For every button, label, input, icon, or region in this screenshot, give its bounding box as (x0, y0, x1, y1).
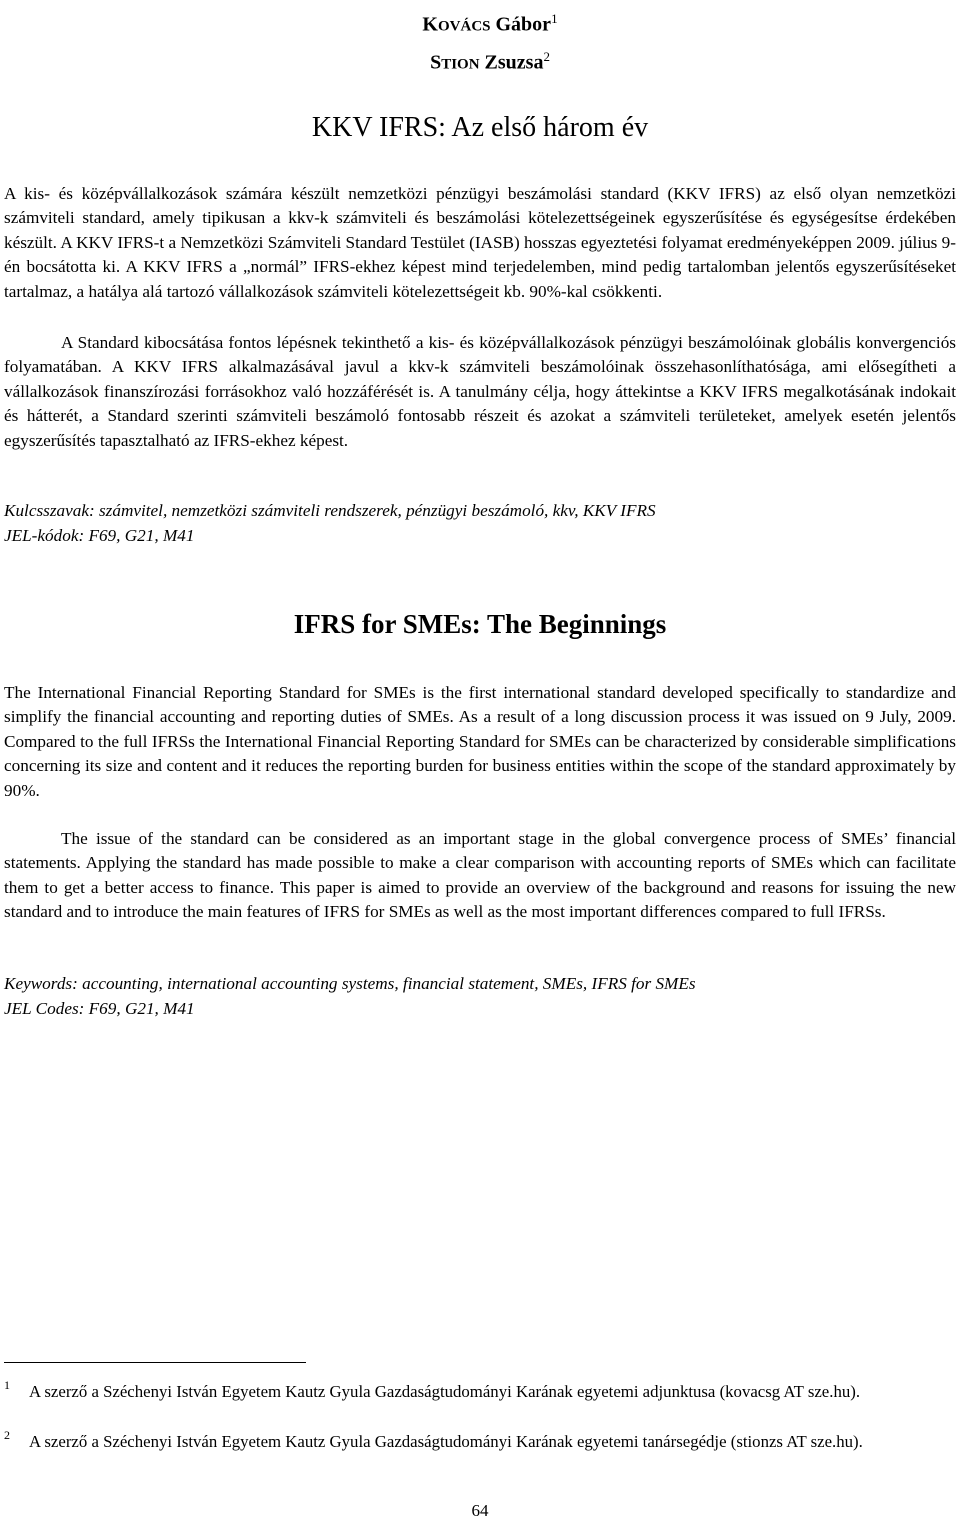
english-abstract-paragraph-1: The International Financial Reporting Standard for SMEs is the first international standard developed specifically to standardize and simplify the financial accounting and reporting duties of SMEs. As a result of a long discussion process it was issued on 9 July, 2009. Compared to the full IFRSs the International Financial Reporting Standard for SMEs can be characterized by considerable simplifications concerning its size and content and it reduces the reporting burden for business entities within the scope of the standard approximately by 90%. (4, 683, 956, 800)
author-2: STION Zsuzsa$^2$ (430, 48, 550, 74)
hungarian-jel-codes: JEL-kódok: F69, G21, M41 (4, 525, 195, 545)
hungarian-title: KKV IFRS: Az első három év (311, 112, 649, 143)
english-keywords-block (4, 972, 956, 1021)
english-abstract-paragraph-2: The issue of the standard can be considered as an important stage in the global convergence process of SMEs’ financial statements. Applying the standard has made possible to make a clear comparison with accounting reports of SMEs which can facilitate them to get a better access to finance. This paper is aimed to provide an overview of the background and reasons for issuing the new standard and to introduce the main features of IFRS for SMEs as well as the most important differences compared to full IFRSs. (4, 829, 956, 922)
footnote-2-mark: 2 (4, 1428, 10, 1442)
author-2-footnote-ref[interactable]: 2 (543, 48, 550, 64)
english-jel-codes: JEL Codes: F69, G21, M41 (4, 998, 195, 1018)
footnote-1-mark: 1 (4, 1378, 10, 1392)
author-1-footnote-ref[interactable]: 1 (551, 11, 558, 26)
footnote-1 (0, 1380, 940, 1403)
author-block (380, 4, 600, 79)
hungarian-keywords: Kulcsszavak: számvitel, nemzetközi számviteli rendszerek, pénzügyi beszámoló, kkv, KKV IFRS (4, 501, 656, 520)
english-keywords: Keywords: accounting, international accounting systems, financial statement, SMEs, IFRS for SMEs (4, 974, 696, 993)
footnote-2-text: A szerző a Széchenyi István Egyetem Kautz Gyula Gazdaságtudományi Karának egyetemi tanársegédje (stionzs AT sze.hu). (29, 1432, 863, 1451)
author-1: KOVÁCS Gábor$^1$ (422, 11, 558, 36)
hungarian-abstract-paragraph-1: A kis- és középvállalkozások számára készült nemzetközi pénzügyi beszámolási standard (KKV IFRS) az első olyan nemzetközi számviteli standard, amely tipikusan a kkv-k számviteli és beszámolási kötelezettségeinek egyszerűsítése és egységesítse érdekében készült. A KKV IFRS-t a Nemzetközi Számviteli Standard Testület (IASB) hosszas egyeztetési folyamat eredményeképpen 2009. július 9-én bocsátotta ki. A KKV IFRS a „normál” IFRS-ekhez képest mind terjedelemben, mind pedig tartalomban jelentős egyszerűsítéseket tartalmaz, a hatálya alá tartozó vállalkozások számviteli kötelezettségeit kb. 90%-kal csökkenti. (4, 184, 956, 301)
page-number: 64 (471, 1501, 489, 1520)
footnote-2 (0, 1430, 940, 1453)
footnote-1-text: A szerző a Széchenyi István Egyetem Kautz Gyula Gazdaságtudományi Karának egyetemi adjunktusa (kovacsg AT sze.hu). (29, 1382, 861, 1401)
hungarian-keywords-block (4, 499, 956, 548)
hungarian-abstract-paragraph-2: A Standard kibocsátása fontos lépésnek tekinthető a kis- és középvállalkozások pénzügyi beszámolóinak globális konvergenciós folyamatában. A KKV IFRS alkalmazásával javul a kkv-k számviteli beszámolóinak összehasonlíthatósága, ami elősegítheti a vállalkozások finanszírozási forrásokhoz való hozzáférését is. A tanulmány célja, hogy áttekintse a KKV IFRS megalkotásának indokait és hátterét, a Standard szerinti számviteli beszámoló fontosabb részeit és azokat a számviteli területeket, amelyek esetén jelentős egyszerűsítés tapasztalható az IFRS-ekhez képest. (4, 333, 956, 450)
english-title: IFRS for SMEs: The Beginnings (293, 609, 667, 639)
footnote-separator (4, 1362, 306, 1363)
